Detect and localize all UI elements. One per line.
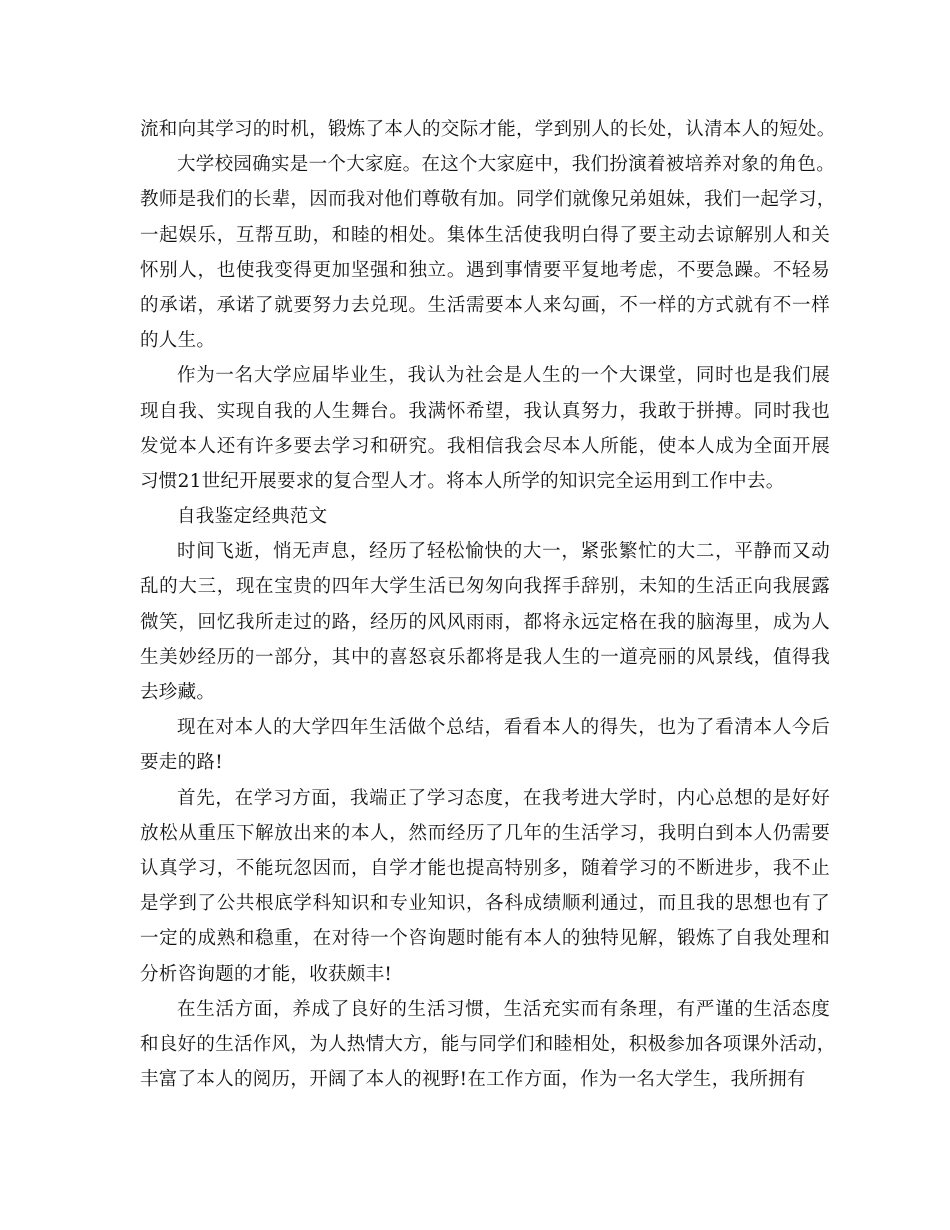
text-line: 和良好的生活作风，为人热情大方，能与同学们和睦相处，积极参加各项课外活动， xyxy=(140,1033,836,1055)
section-heading xyxy=(140,499,830,534)
text-line: 怀别人，也使我变得更加坚强和独立。遇到事情要平复地考虑，不要急躁。不轻易 xyxy=(140,259,830,281)
text-line: 去珍藏。 xyxy=(140,682,216,703)
text-line: 一起娱乐，互帮互助，和睦的相处。集体生活使我明白得了要主动去谅解别人和关 xyxy=(140,224,830,246)
paragraph xyxy=(140,112,836,147)
paragraph xyxy=(140,147,836,358)
text-line: 大学校园确实是一个大家庭。在这个大家庭中，我们扮演着被培养对象的角色。 xyxy=(177,154,836,176)
text-line: 是学到了公共根底学科知识和专业知识，各科成绩顺利通过，而且我的思想也有了 xyxy=(140,893,830,915)
text-line: 发觉本人还有许多要去学习和研究。我相信我会尽本人所能，使本人成为全面开展 xyxy=(140,435,830,457)
text-line: 时间飞逝，悄无声息，经历了轻松愉快的大一，紧张繁忙的大二，平静而又动 xyxy=(177,541,830,563)
paragraph xyxy=(140,534,830,710)
text-line: 一定的成熟和稳重，在对待一个咨询题时能有本人的独特见解，锻炼了自我处理和 xyxy=(140,928,830,950)
text-line: 教师是我们的长辈，因而我对他们尊敬有加。同学们就像兄弟姐妹，我们一起学习， xyxy=(140,189,836,211)
text-line: 乱的大三，现在宝贵的四年大学生活已匆匆向我挥手辞别，未知的生活正向我展露 xyxy=(140,576,830,598)
text-line: 现在对本人的大学四年生活做个总结，看看本人的得失，也为了看清本人今后 xyxy=(177,717,830,739)
paragraph xyxy=(140,710,830,780)
text-line: 流和向其学习的时机，锻炼了本人的交际才能，学到别人的长处，认清本人的短处。 xyxy=(140,119,836,140)
text-line: 习惯21世纪开展要求的复合型人才。将本人所学的知识完全运用到工作中去。 xyxy=(140,470,785,492)
text-line: 分析咨询题的才能，收获颇丰! xyxy=(140,963,393,985)
paragraph xyxy=(140,992,836,1098)
paragraph xyxy=(140,358,830,499)
text-line: 丰富了本人的阅历，开阔了本人的视野!在工作方面，作为一名大学生，我所拥有 xyxy=(140,1069,806,1091)
paragraph xyxy=(140,781,830,992)
text-line: 现自我、实现自我的人生舞台。我满怀希望，我认真努力，我敢于拼搏。同时我也 xyxy=(140,400,830,422)
text-line: 的人生。 xyxy=(140,330,216,352)
text-line: 认真学习，不能玩忽因而，自学才能也提高特别多，随着学习的不断进步，我不止 xyxy=(140,857,830,879)
text-line: 要走的路! xyxy=(140,752,223,774)
document-body xyxy=(140,112,836,1097)
text-line: 的承诺，承诺了就要努力去兑现。生活需要本人来勾画，不一样的方式就有不一样 xyxy=(140,294,830,316)
text-line: 在生活方面，养成了良好的生活习惯，生活充实而有条理，有严谨的生活态度 xyxy=(177,998,830,1020)
text-line: 首先，在学习方面，我端正了学习态度，在我考进大学时，内心总想的是好好 xyxy=(177,787,830,809)
text-line: 放松从重压下解放出来的本人，然而经历了几年的生活学习，我明白到本人仍需要 xyxy=(140,822,830,844)
text-line: 微笑，回忆我所走过的路，经历的风风雨雨，都将永远定格在我的脑海里，成为人 xyxy=(140,611,830,633)
text-line: 生美妙经历的一部分，其中的喜怒哀乐都将是我人生的一道亮丽的风景线，值得我 xyxy=(140,646,830,668)
text-line: 作为一名大学应届毕业生，我认为社会是人生的一个大课堂，同时也是我们展 xyxy=(177,365,830,387)
section-heading-text: 自我鉴定经典范文 xyxy=(177,506,328,528)
